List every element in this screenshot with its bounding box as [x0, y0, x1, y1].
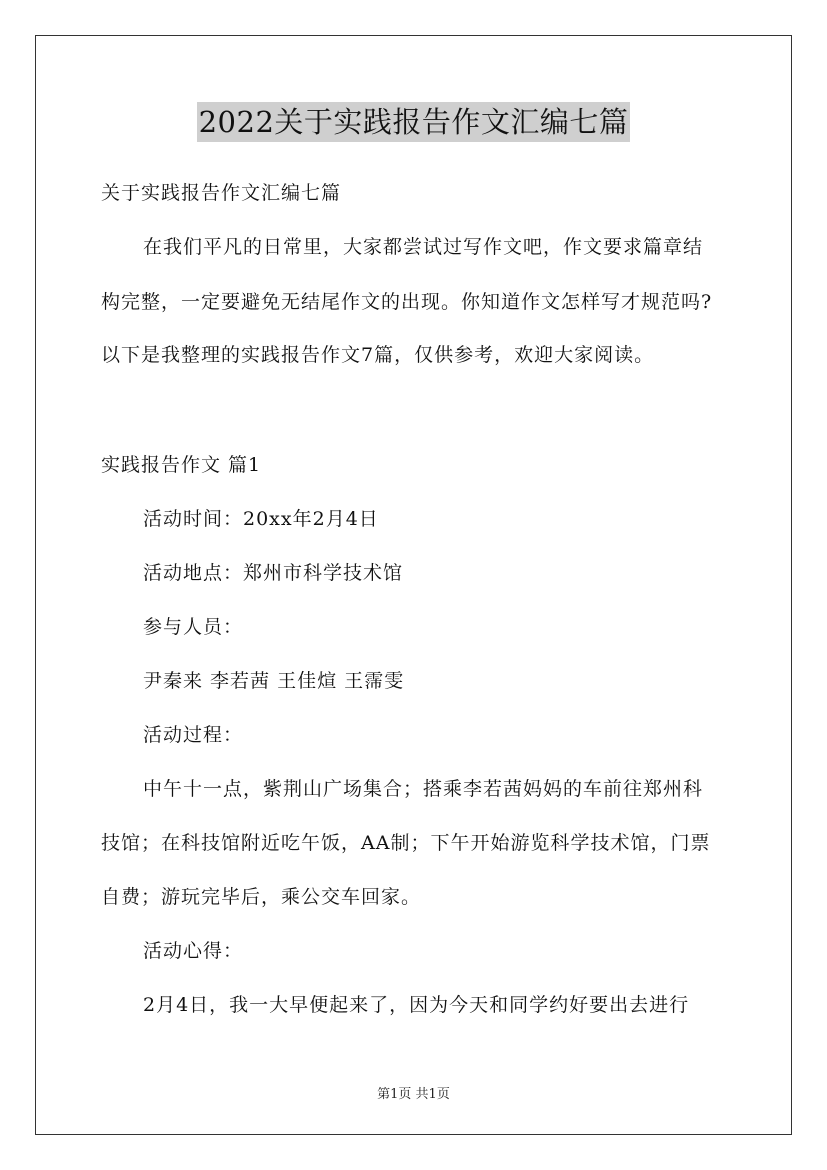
activity-location: 活动地点：郑州市科学技术馆: [143, 562, 404, 584]
document-title: 2022关于实践报告作文汇编七篇: [0, 102, 827, 142]
participants-names: 尹秦来 李若茜 王佳煊 王霈雯: [143, 670, 405, 692]
participants-label: 参与人员：: [143, 616, 244, 638]
reflection-line-1: 2月4日，我一大早便起来了，因为今天和同学约好要出去进行: [143, 994, 690, 1016]
reflection-label: 活动心得：: [143, 940, 244, 962]
process-label: 活动过程：: [143, 724, 244, 746]
intro-line-3: 以下是我整理的实践报告作文7篇，仅供参考，欢迎大家阅读。: [101, 344, 655, 366]
process-line-1: 中午十一点，紫荆山广场集合；搭乘李若茜妈妈的车前往郑州科: [143, 778, 704, 800]
process-line-3: 自费；游玩完毕后，乘公交车回家。: [101, 886, 422, 908]
intro-line-1: 在我们平凡的日常里，大家都尝试过写作文吧，作文要求篇章结: [143, 236, 704, 258]
section-heading: 实践报告作文 篇1: [101, 454, 262, 476]
page-number: 第1页 共1页: [377, 1087, 450, 1102]
document-subtitle: 关于实践报告作文汇编七篇: [101, 182, 342, 204]
intro-line-2: 构完整，一定要避免无结尾作文的出现。你知道作文怎样写才规范吗?: [101, 291, 713, 313]
activity-time: 活动时间：20xx年2月4日: [143, 508, 379, 530]
process-line-2: 技馆；在科技馆附近吃午饭，AA制；下午开始游览科学技术馆，门票: [101, 832, 711, 854]
